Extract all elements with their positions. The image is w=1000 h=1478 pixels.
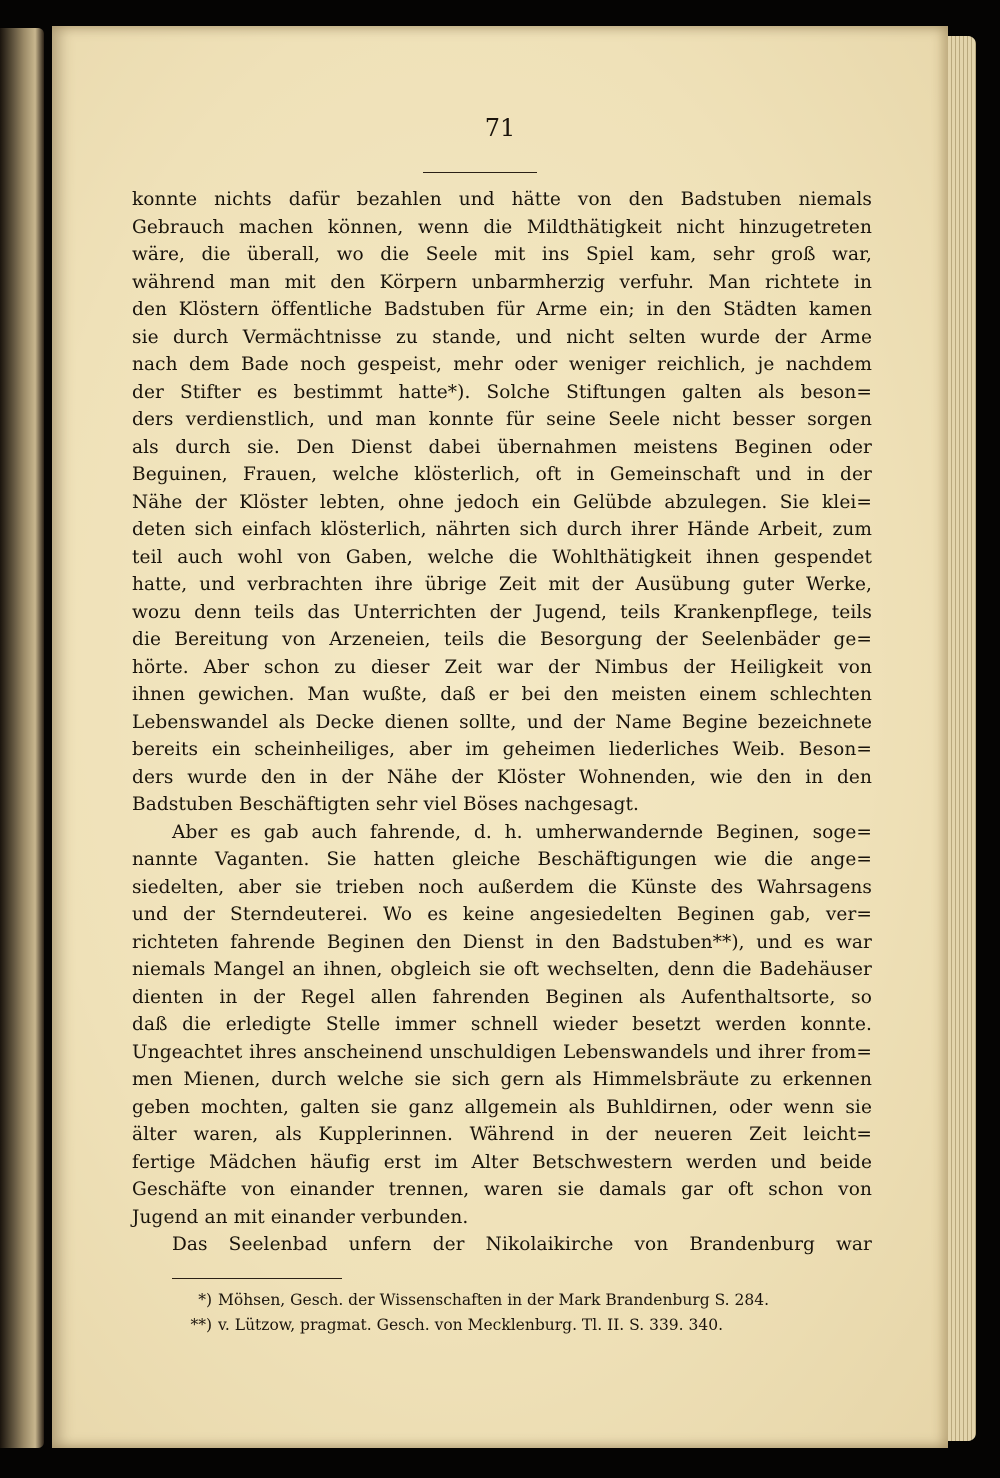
body-text: [132, 186, 872, 1259]
text-line: deten sich einfach klösterlich, nährten sich durch ihrer Hände Arbeit, zum: [132, 519, 872, 540]
page-number-rule: [423, 172, 537, 173]
text-line: Ungeachtet ihres anscheinend unschuldigen Lebenswandels und ihrer from=: [132, 1041, 872, 1063]
text-line: richteten fahrende Beginen den Dienst in den Badstuben**), und es war: [132, 931, 872, 953]
text-line: und der Sterndeuterei. Wo es keine angesiedelten Beginen gab, ver=: [132, 904, 872, 925]
text-line: geben mochten, galten sie ganz allgemein als Buhldirnen, oder wenn sie: [132, 1096, 872, 1118]
text-line: der Stifter es bestimmt hatte*). Solche Stiftungen galten als beson=: [132, 381, 872, 403]
text-line: hörte. Aber schon zu dieser Zeit war der Nimbus der Heiligkeit von: [132, 656, 872, 678]
text-line: daß die erledigte Stelle immer schnell wieder besetzt werden konnte.: [132, 1014, 872, 1035]
footnote-rule: [172, 1278, 342, 1279]
text-line: niemals Mangel an ihnen, obgleich sie oft wechselten, denn die Badehäuser: [132, 959, 872, 980]
text-line: siedelten, aber sie trieben noch außerdem die Künste des Wahrsagens: [132, 876, 872, 898]
footnotes: [172, 1288, 872, 1338]
text-line: wäre, die überall, wo die Seele mit ins Spiel kam, sehr groß war,: [132, 244, 872, 265]
text-line: wozu denn teils das Unterrichten der Jugend, teils Krankenpflege, teils: [132, 601, 872, 623]
text-line: dienten in der Regel allen fahrenden Beginen als Aufenthaltsorte, so: [132, 986, 872, 1008]
text-line: konnte nichts dafür bezahlen und hätte von den Badstuben niemals: [132, 189, 872, 210]
text-line: hatte, und verbrachten ihre übrige Zeit mit der Ausübung guter Werke,: [132, 574, 872, 595]
text-line: Beguinen, Frauen, welche klösterlich, oft in Gemeinschaft und in der: [132, 464, 872, 485]
text-line: sie durch Vermächtnisse zu stande, und nicht selten wurde der Arme: [132, 326, 872, 348]
page-number: 71: [484, 114, 516, 142]
page-header: [52, 114, 948, 144]
footnote-text: Möhsen, Gesch. der Wissenschaften in der Mark Brandenburg S. 284.: [218, 1291, 770, 1309]
text-line: den Klöstern öffentliche Badstuben für Arme ein; in den Städten kamen: [132, 299, 872, 320]
footnote-mark: **): [190, 1316, 212, 1334]
text-line: älter waren, als Kupplerinnen. Während in der neueren Zeit leicht=: [132, 1124, 872, 1145]
text-line: fertige Mädchen häufig erst im Alter Betschwestern werden und beide: [132, 1151, 872, 1173]
text-line: men Mienen, durch welche sie sich gern als Himmelsbräute zu erkennen: [132, 1069, 872, 1090]
text-line: Geschäfte von einander trennen, waren sie damals gar oft schon von: [132, 1179, 872, 1200]
footnote-text: v. Lützow, pragmat. Gesch. von Mecklenburg. Tl. II. S. 339. 340.: [218, 1316, 724, 1334]
text-line: Gebrauch machen können, wenn die Mildthätigkeit nicht hinzugetreten: [132, 216, 872, 238]
text-line: nach dem Bade noch gespeist, mehr oder weniger reichlich, je nachdem: [132, 354, 872, 375]
text-line: Jugend an mit einander verbunden.: [132, 1206, 469, 1228]
footnote-mark: *): [198, 1291, 212, 1309]
text-line: während man mit den Körpern unbarmherzig verfuhr. Man richtete in: [132, 271, 872, 293]
text-line: bereits ein scheinheiliges, aber im geheimen liederliches Weib. Beson=: [132, 739, 872, 760]
text-line: Aber es gab auch fahrende, d. h. umherwandernde Beginen, soge=: [172, 821, 872, 843]
left-page-edge: [0, 28, 44, 1448]
text-line: ders wurde den in der Nähe der Klöster Wohnenden, wie den in den: [132, 766, 872, 788]
text-line: als durch sie. Den Dienst dabei übernahmen meistens Beginen oder: [132, 436, 872, 458]
text-line: Nähe der Klöster lebten, ohne jedoch ein Gelübde abzulegen. Sie klei=: [132, 491, 872, 513]
text-line: die Bereitung von Arzeneien, teils die Besorgung der Seelenbäder ge=: [132, 629, 872, 650]
text-line: ihnen gewichen. Man wußte, daß er bei den meisten einem schlechten: [132, 684, 872, 705]
text-line: Das Seelenbad unfern der Nikolaikirche von Brandenburg war: [172, 1234, 872, 1255]
text-line: Lebenswandel als Decke dienen sollte, und der Name Begine bezeichnete: [132, 711, 872, 733]
footnote: [172, 1313, 872, 1338]
text-line: ders verdienstlich, und man konnte für seine Seele nicht besser sorgen: [132, 409, 872, 430]
footnote: [172, 1288, 872, 1313]
text-line: Badstuben Beschäftigten sehr viel Böses nachgesagt.: [132, 794, 639, 815]
book-page: [52, 26, 948, 1448]
text-line: teil auch wohl von Gaben, welche die Wohlthätigkeit ihnen gespendet: [132, 546, 872, 568]
text-line: nannte Vaganten. Sie hatten gleiche Beschäftigungen wie die ange=: [132, 849, 872, 870]
